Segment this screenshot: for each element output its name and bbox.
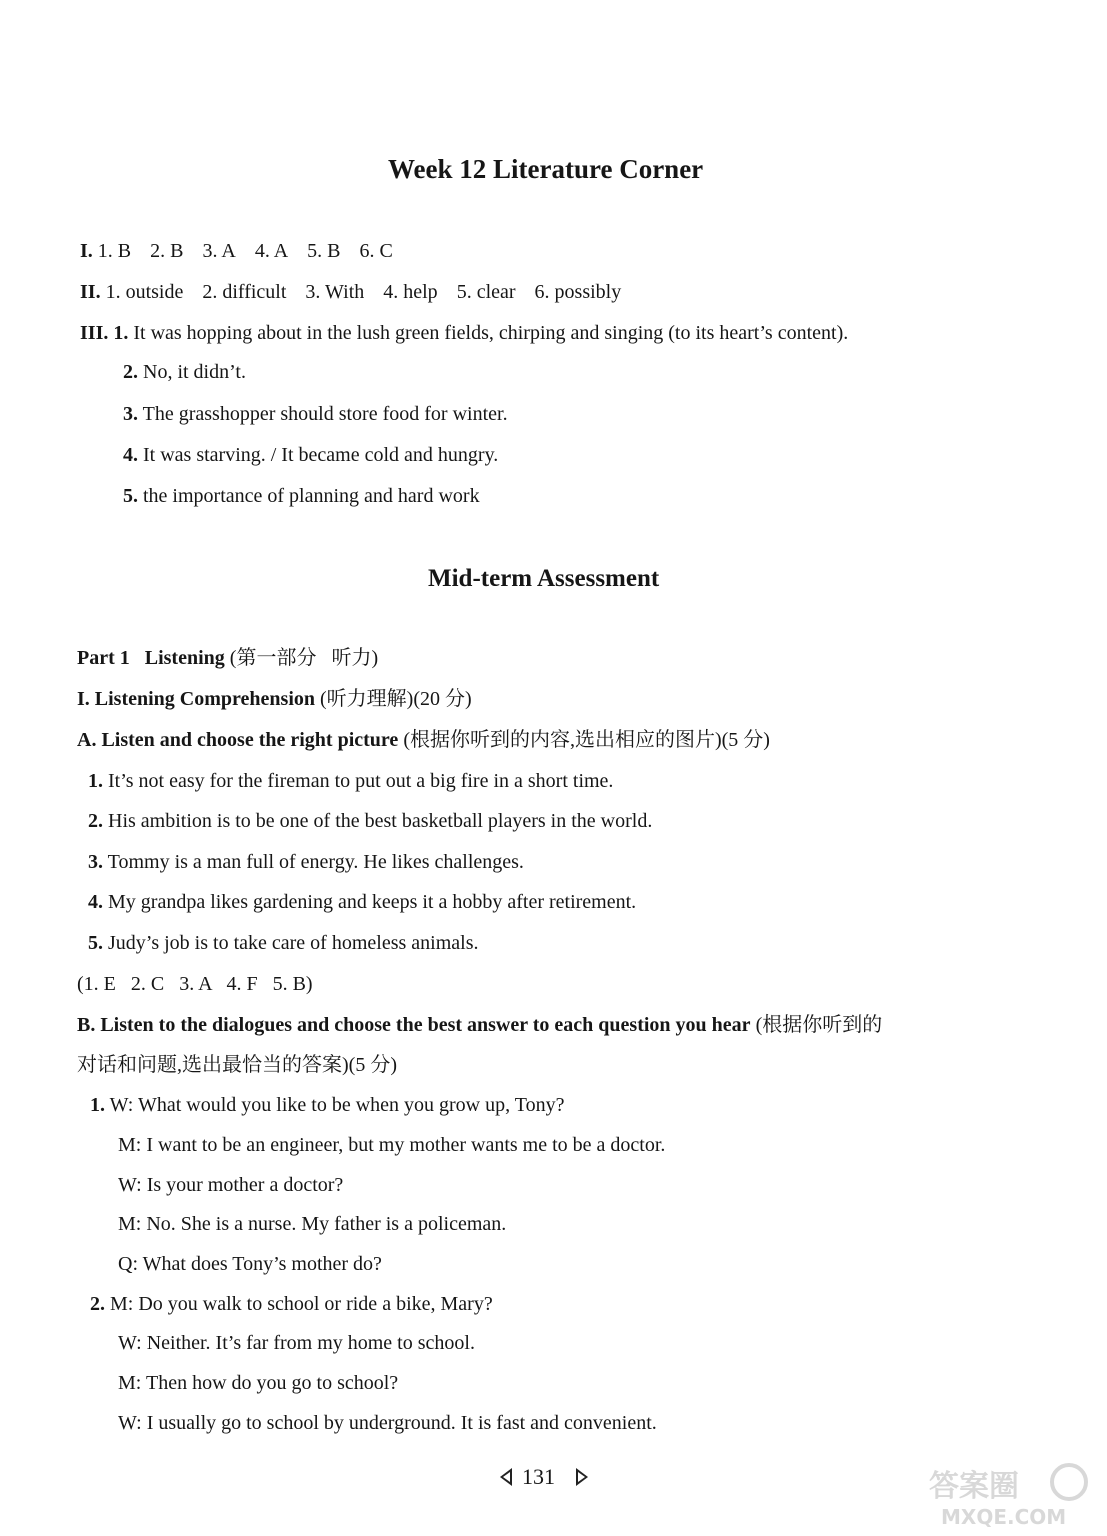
answer: 5. clear [456, 281, 516, 303]
b-dialogue-2-line-2 [118, 1330, 475, 1356]
section-b-chinese: (根据你听到的 [755, 1014, 883, 1036]
item-number: 2. [90, 1293, 105, 1315]
item-number: 1. [90, 1094, 105, 1116]
a-item-2 [88, 808, 652, 834]
answer: 1. B [97, 240, 132, 262]
section-2-answers [80, 279, 621, 305]
item-text: My grandpa likes gardening and keeps it a hobby after retirement. [108, 891, 637, 913]
section-a-chinese: (根据你听到的内容,选出相应的图片)(5 分) [403, 729, 770, 751]
section-a-label: A. Listen and choose the right picture [77, 729, 399, 751]
item-text: No, it didn’t. [143, 361, 246, 383]
section-label: I. [80, 240, 93, 262]
b-dialogue-2-line-3 [118, 1370, 398, 1396]
item-text: Judy’s job is to take care of homeless animals. [108, 932, 479, 954]
page-number: 131 [522, 1464, 555, 1489]
left-triangle-icon [500, 1468, 512, 1486]
dialogue-text: W: Neither. It’s far from my home to school. [118, 1332, 475, 1354]
item-number: 2. [123, 361, 138, 383]
item-text: Tommy is a man full of energy. He likes challenges. [107, 851, 524, 873]
item-text: It was starving. / It became cold and hungry. [143, 444, 499, 466]
item-number: 1. [113, 322, 129, 344]
dialogue-text: W: Is your mother a doctor? [118, 1174, 344, 1196]
watermark-url: MXQE.COM [941, 1505, 1067, 1529]
week12-title: Week 12 Literature Corner [388, 154, 704, 184]
dialogue-text: Q: What does Tony’s mother do? [118, 1253, 382, 1275]
item-text: The grasshopper should store food for winter. [142, 403, 508, 425]
answer: 6. C [359, 240, 393, 262]
a-item-1 [88, 768, 613, 794]
section-label: III. [80, 322, 109, 344]
dialogue-text: M: No. She is a nurse. My father is a policeman. [118, 1213, 507, 1235]
item-text: His ambition is to be one of the best basketball players in the world. [108, 810, 653, 832]
answer: 5. B [307, 240, 341, 262]
part1-label: Part 1 Listening [77, 647, 225, 669]
dialogue-text: M: I want to be an engineer, but my mother wants me to be a doctor. [118, 1134, 666, 1156]
midterm-title: Mid-term Assessment [428, 565, 660, 592]
listening-comprehension-heading [77, 686, 472, 712]
b-dialogue-2-line-1 [90, 1291, 493, 1317]
answer: 4. A [254, 240, 289, 262]
item-number: 5. [88, 932, 103, 954]
dialogue-text: W: I usually go to school by underground. It is fast and convenient. [118, 1412, 657, 1434]
a-item-3 [88, 849, 524, 875]
dialogue-text: M: Do you walk to school or ride a bike, Mary? [110, 1293, 493, 1315]
item-number: 4. [123, 444, 138, 466]
answer: 2. difficult [202, 281, 287, 303]
section-1-answers [80, 238, 393, 264]
a-item-4 [88, 889, 636, 915]
b-dialogue-1-line-4 [118, 1211, 506, 1237]
watermark-logo [919, 1460, 1099, 1530]
b-dialogue-1-line-1 [90, 1092, 564, 1118]
a-item-5 [88, 930, 478, 956]
lc-chinese: (听力理解)(20 分) [320, 688, 472, 710]
b-dialogue-1-question [118, 1251, 382, 1277]
answer: 6. possibly [534, 281, 622, 303]
right-triangle-icon [576, 1468, 588, 1486]
section-label: II. [80, 281, 101, 303]
item-number: 2. [88, 810, 103, 832]
part1-heading [77, 645, 378, 671]
item-number: 3. [123, 403, 138, 425]
answer: 3. With [305, 281, 365, 303]
item-text: It was hopping about in the lush green fields, chirping and singing (to its heart’s content). [133, 322, 849, 344]
a-answers: (1. E 2. C 3. A 4. F 5. B) [77, 973, 313, 995]
section-3-item-3 [123, 401, 508, 427]
section-b-heading-cont: 对话和问题,选出最恰当的答案)(5 分) [77, 1054, 397, 1076]
item-number: 4. [88, 891, 103, 913]
section-3-item-2 [123, 359, 246, 385]
answer: 2. B [150, 240, 184, 262]
section-b-heading [77, 1012, 882, 1038]
section-a-heading [77, 727, 770, 753]
b-dialogue-1-line-3 [118, 1172, 343, 1198]
item-text: the importance of planning and hard work [143, 485, 480, 507]
section-3-item-4 [123, 442, 498, 468]
answer: 1. outside [105, 281, 184, 303]
b-dialogue-2-line-4 [118, 1410, 657, 1436]
answer: 4. help [383, 281, 438, 303]
item-number: 1. [88, 770, 103, 792]
item-number: 3. [88, 851, 103, 873]
answer: 3. A [202, 240, 236, 262]
part1-chinese: (第一部分 听力) [229, 647, 379, 669]
lc-label: I. Listening Comprehension [77, 688, 316, 710]
item-number: 5. [123, 485, 138, 507]
section-3-item-5 [123, 483, 480, 509]
dialogue-text: W: What would you like to be when you grow up, Tony? [109, 1094, 565, 1116]
watermark-chinese: 答案圈 [929, 1469, 1019, 1504]
section-3-item-1 [80, 320, 848, 346]
page-number-footer [500, 1462, 590, 1492]
dialogue-text: M: Then how do you go to school? [118, 1372, 399, 1394]
section-b-label: B. Listen to the dialogues and choose the best answer to each question you hear [77, 1014, 751, 1036]
b-dialogue-1-line-2 [118, 1132, 665, 1158]
item-text: It’s not easy for the fireman to put out a big fire in a short time. [108, 770, 614, 792]
